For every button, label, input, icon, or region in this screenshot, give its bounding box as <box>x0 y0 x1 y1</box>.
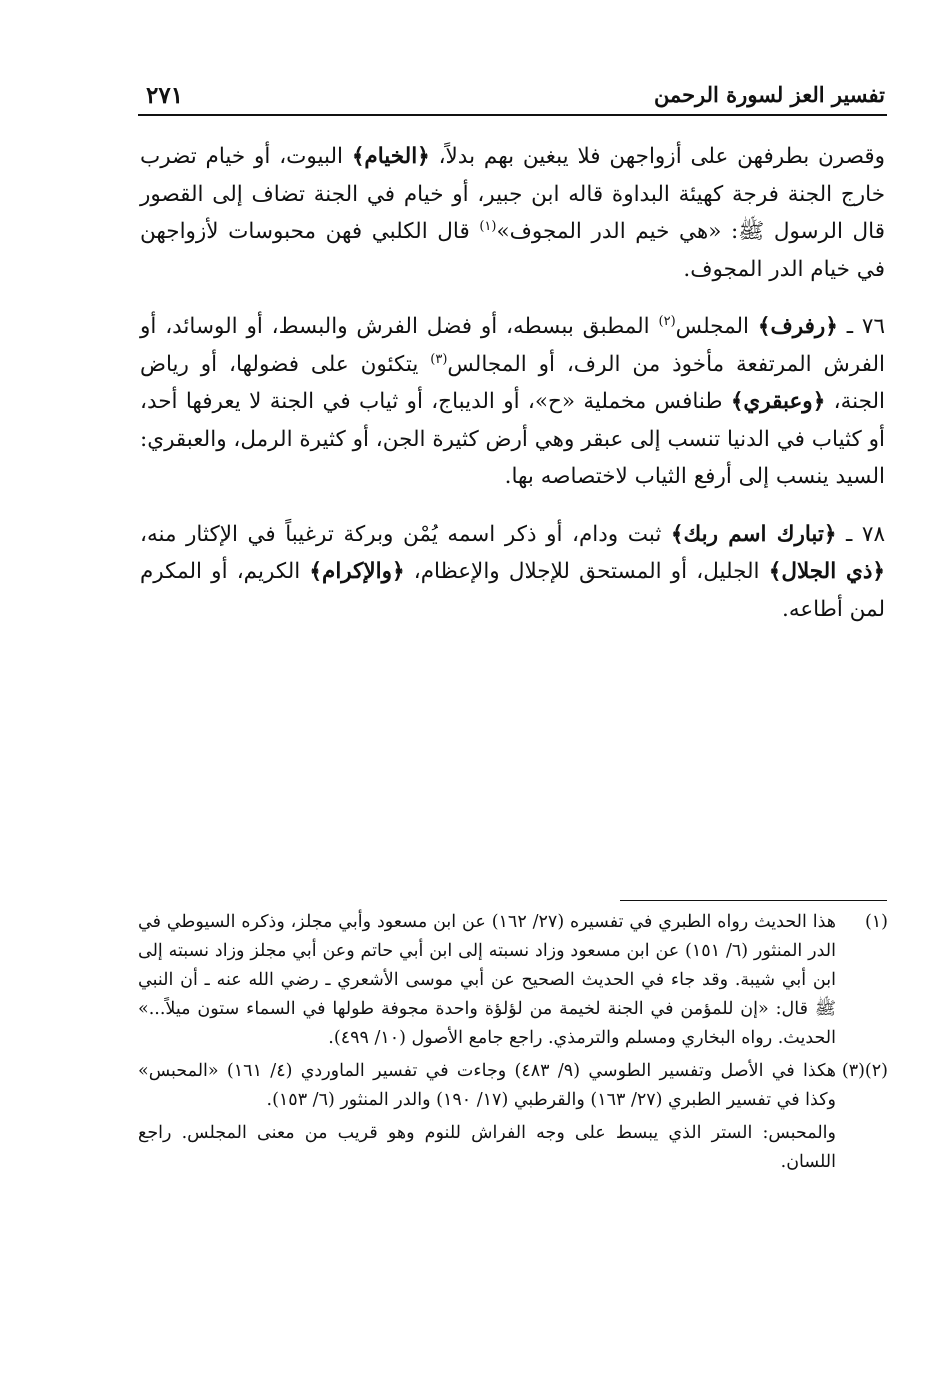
text-run: طنافس مخملية «ح»، أو الديباج، أو ثياب في الجنة لا يعرفها أحد، أو كثياب في الدنيا تنسب إلى عبقر وهي أرض كثيرة الجن، أو كثيرة الرمل، والعبقري: السيد ينسب إلى أرفع الثياب لاختصاصه بها. <box>140 389 885 489</box>
footnote-ref[interactable]: (٢) <box>658 313 676 329</box>
verse-number: ٧٦ ـ <box>837 314 885 339</box>
footnote-2-3 <box>138 1057 888 1115</box>
page-number: ٢٧١ <box>146 82 184 109</box>
quran-word: ﴿الخيام﴾ <box>351 144 430 169</box>
footnote-continuation: والمحبس: الستر الذي يبسط على وجه الفراش للنوم وهو قريب من معنى المجلس. راجع اللسان. <box>138 1123 836 1172</box>
text-run: وقصرن بطرفهن على أزواجهن فلا يبغين بهم بدلاً، <box>429 144 885 169</box>
quran-word: ﴿تبارك اسم ربك﴾ <box>670 521 837 547</box>
text-run: الكريم، أو المكرم لمن أطاعه. <box>140 559 885 622</box>
footnote-text: هكذا في الأصل وتفسير الطوسي (٩/ ٤٨٣) وجاءت في تفسير الماوردي (٤/ ١٦١) «المحبس» وكذا في تفسير الطبري (٢٧/ ١٦٣) والقرطبي (١٧/ ١٩٠) والدر المنثور (٦/ ١٥٣). <box>138 1061 836 1110</box>
text-run: المطبق ببسطه، أو فضل الفرش والبسط، أو الوسائد، أو الفرش المرتفعة مأخوذ من الرف، أو المجالس <box>140 314 885 377</box>
header-rule <box>138 114 887 116</box>
quran-word: ﴿رفرف﴾ <box>757 314 838 339</box>
text-run: قال الكلبي فهن محبوسات لأزواجهن في خيام الدر المجوف. <box>140 219 885 282</box>
footnote-ref[interactable]: (٣) <box>430 351 448 367</box>
text-run: الجليل، أو المستحق للإجلال والإعظام، <box>404 559 769 584</box>
paragraph-verse-78 <box>140 516 885 629</box>
footnote-number: (٢)(٣) <box>841 1061 888 1081</box>
footnote-separator <box>620 900 887 901</box>
text-run: يتكئون على فضولها، أو رياض الجنة، <box>140 351 885 414</box>
text-run: البيوت، أو خيام تضرب خارج الجنة فرجة كهيئة البداوة قاله ابن جبير، أو خيام في الجنة تضاف إلى القصور قال الرسول ﷺ: «هي خيم الدر المجوف» <box>140 144 886 244</box>
page-header <box>140 80 885 110</box>
verse-number: ٧٨ ـ <box>836 521 885 547</box>
footnote-number: (١) <box>864 912 888 932</box>
text-run: المجلس <box>675 314 758 339</box>
paragraph-khiyam <box>140 138 885 288</box>
footnote-ref[interactable]: (١) <box>479 218 497 234</box>
running-title: تفسير العز لسورة الرحمن <box>653 82 885 107</box>
quran-word: ﴿وعبقري﴾ <box>730 389 826 414</box>
footnote-text: هذا الحديث رواه الطبري في تفسيره (٢٧/ ١٦٢) عن ابن مسعود وأبي مجلز، وذكره السيوطي في الدر المنثور (٦/ ١٥١) عن ابن مسعود وزاد نسبته إلى ابن أبي حاتم وعن أبي مجلز وزاد نسبته إلى ابن أبي شيبة. وقد جاء في الحديث الصحيح عن أبي موسى الأشعري ـ رضي الله عنه ـ أن النبي ﷺ قال: «إن للمؤمن في الجنة لخيمة من لؤلؤة واحدة مجوفة طولها في السماء ستون ميلاً...» الحديث. رواه البخاري ومسلم والترمذي. راجع جامع الأصول (١٠/ ٤٩٩). <box>138 912 836 1048</box>
quran-word: ﴿والإكرام﴾ <box>309 559 405 584</box>
footnote-1 <box>138 908 888 1053</box>
main-text <box>140 138 885 648</box>
text-run: ثبت ودام، أو ذكر اسمه يُمْن وبركة ترغيباً في الإكثار منه، <box>140 521 671 547</box>
quran-word: ﴿ذي الجلال﴾ <box>768 559 886 584</box>
footnotes <box>138 908 888 1177</box>
paragraph-verse-76 <box>140 308 885 496</box>
